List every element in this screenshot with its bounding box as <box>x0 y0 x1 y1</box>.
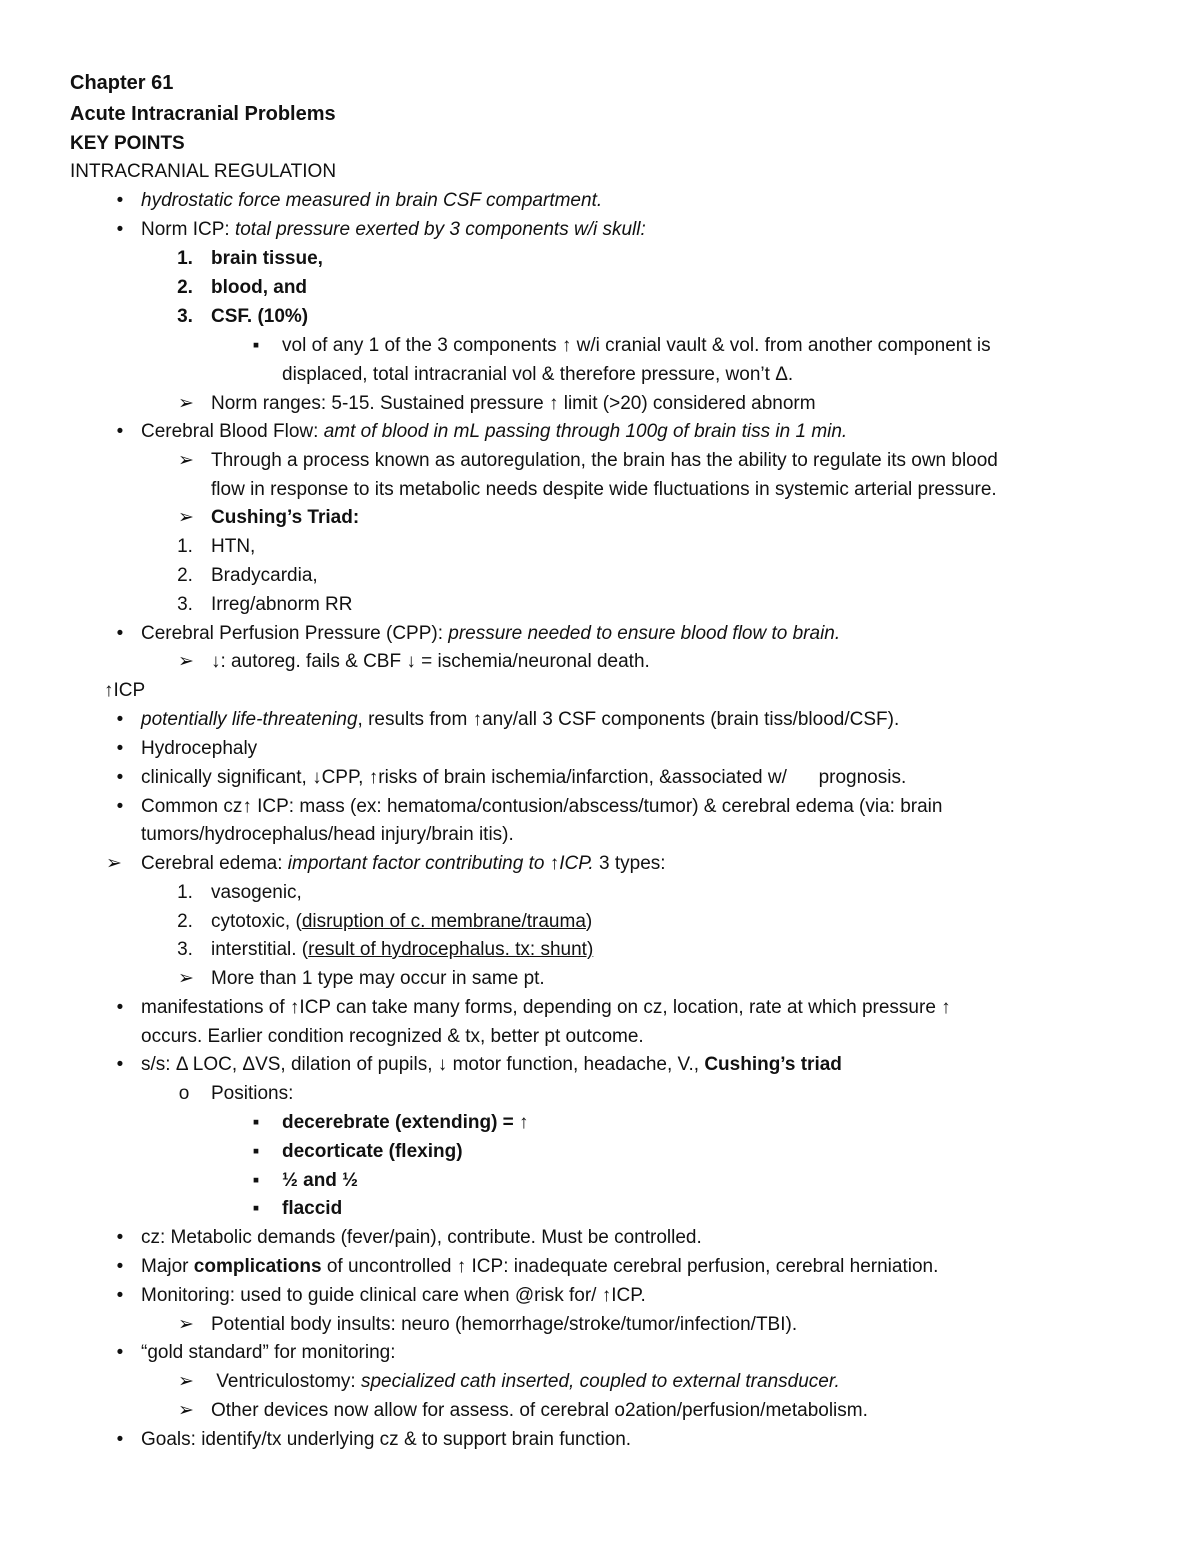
number-marker: 1. <box>177 248 193 269</box>
list-item: 3. CSF. (10%) <box>0 302 1200 331</box>
list-item: 2. cytotoxic, (disruption of c. membrane/trauma) <box>0 907 1200 936</box>
bullet-marker: • <box>116 1342 124 1363</box>
square-bullet-marker: ▪ <box>252 1198 260 1219</box>
list-item: ➢ More than 1 type may occur in same pt. <box>0 964 1200 993</box>
list-item: • Norm ICP: total pressure exerted by 3 components w/i skull: <box>0 215 1200 244</box>
number-marker: 1. <box>177 536 193 557</box>
bullet-marker: • <box>116 1227 124 1248</box>
list-item: 1. HTN, <box>0 532 1200 561</box>
list-item: • Hydrocephaly <box>0 734 1200 763</box>
arrow-bullet-marker: ➢ <box>178 1314 194 1335</box>
bullet-marker: • <box>116 767 124 788</box>
list-item: • clinically significant, ↓CPP, ↑risks of brain ischemia/infarction, &associated w/ prognosis. <box>0 763 1200 792</box>
arrow-bullet-marker: ➢ <box>178 507 194 528</box>
list-item: • Goals: identify/tx underlying cz & to support brain function. <box>0 1425 1200 1454</box>
list-item: ➢ Cushing’s Triad: <box>0 503 1200 532</box>
list-item: ▪ decerebrate (extending) = ↑ <box>0 1108 1200 1137</box>
bullet-marker: • <box>116 219 124 240</box>
list-item: • Common cz↑ ICP: mass (ex: hematoma/contusion/abscess/tumor) & cerebral edema (via: brain <box>0 792 1200 821</box>
list-item: 1. brain tissue, <box>0 244 1200 273</box>
list-item: • s/s: Δ LOC, ΔVS, dilation of pupils, ↓ motor function, headache, V., Cushing’s triad <box>0 1050 1200 1079</box>
list-item: 2. Bradycardia, <box>0 561 1200 590</box>
number-marker: 1. <box>177 882 193 903</box>
list-item: ➢ Norm ranges: 5-15. Sustained pressure ↑ limit (>20) considered abnorm <box>0 389 1200 418</box>
list-item-continuation: tumors/hydrocephalus/head injury/brain itis). <box>141 824 514 845</box>
list-item: • Cerebral Perfusion Pressure (CPP): pressure needed to ensure blood flow to brain. <box>0 619 1200 648</box>
bullet-marker: • <box>116 1285 124 1306</box>
page-title: Acute Intracranial Problems <box>70 103 336 125</box>
bullet-marker: • <box>116 738 124 759</box>
bullet-marker: • <box>116 190 124 211</box>
list-item: • Major complications of uncontrolled ↑ ICP: inadequate cerebral perfusion, cerebral herniation. <box>0 1252 1200 1281</box>
list-item-continuation: displaced, total intracranial vol & therefore pressure, won’t Δ. <box>282 364 794 385</box>
number-marker: 3. <box>177 939 193 960</box>
number-marker: 3. <box>177 594 193 615</box>
arrow-bullet-marker: ➢ <box>178 1400 194 1421</box>
section-heading-intracranial-regulation: INTRACRANIAL REGULATION <box>70 161 337 182</box>
list-item: ➢ Through a process known as autoregulation, the brain has the ability to regulate its own blood <box>0 446 1200 475</box>
list-item: ▪ flaccid <box>0 1194 1200 1223</box>
list-item: 2. blood, and <box>0 273 1200 302</box>
bullet-marker: • <box>116 1256 124 1277</box>
square-bullet-marker: ▪ <box>252 1112 260 1133</box>
bullet-marker: • <box>116 709 124 730</box>
list-item: ➢ Potential body insults: neuro (hemorrhage/stroke/tumor/infection/TBI). <box>0 1310 1200 1339</box>
list-item: • “gold standard” for monitoring: <box>0 1338 1200 1367</box>
list-item: 3. interstitial. (result of hydrocephalus. tx: shunt) <box>0 935 1200 964</box>
arrow-bullet-marker: ➢ <box>178 651 194 672</box>
square-bullet-marker: ▪ <box>252 1170 260 1191</box>
arrow-bullet-marker: ➢ <box>178 1371 194 1392</box>
list-item: • potentially life-threatening, results from ↑any/all 3 CSF components (brain tiss/blood/CSF). <box>0 705 1200 734</box>
key-points-heading: KEY POINTS <box>70 133 185 154</box>
section-heading-icp: ↑ICP <box>104 680 146 701</box>
list-item: ▪ ½ and ½ <box>0 1166 1200 1195</box>
bullet-marker: • <box>116 1429 124 1450</box>
list-item: • cz: Metabolic demands (fever/pain), contribute. Must be controlled. <box>0 1223 1200 1252</box>
arrow-bullet-marker: ➢ <box>106 853 122 874</box>
list-item: • hydrostatic force measured in brain CSF compartment. <box>0 186 1200 215</box>
arrow-bullet-marker: ➢ <box>178 968 194 989</box>
bullet-marker: • <box>116 421 124 442</box>
bullet-marker: • <box>116 623 124 644</box>
list-item: ➢ ↓: autoreg. fails & CBF ↓ = ischemia/neuronal death. <box>0 647 1200 676</box>
list-item: 1. vasogenic, <box>0 878 1200 907</box>
list-item: • Cerebral Blood Flow: amt of blood in mL passing through 100g of brain tiss in 1 min. <box>0 417 1200 446</box>
square-bullet-marker: ▪ <box>252 1141 260 1162</box>
number-marker: 2. <box>177 277 193 298</box>
list-item: ➢ Ventriculostomy: specialized cath inserted, coupled to external transducer. <box>0 1367 1200 1396</box>
list-item: ▪ decorticate (flexing) <box>0 1137 1200 1166</box>
arrow-bullet-marker: ➢ <box>178 450 194 471</box>
list-item: ➢ Other devices now allow for assess. of cerebral o2ation/perfusion/metabolism. <box>0 1396 1200 1425</box>
chapter-heading: Chapter 61 <box>70 72 174 94</box>
list-item: 3. Irreg/abnorm RR <box>0 590 1200 619</box>
list-item-continuation: occurs. Earlier condition recognized & tx, better pt outcome. <box>141 1026 644 1047</box>
square-bullet-marker: ▪ <box>252 335 260 356</box>
arrow-bullet-marker: ➢ <box>178 393 194 414</box>
number-marker: 2. <box>177 911 193 932</box>
number-marker: 2. <box>177 565 193 586</box>
bullet-marker: • <box>116 796 124 817</box>
list-item: o Positions: <box>0 1079 1200 1108</box>
list-item: ➢ Cerebral edema: important factor contributing to ↑ICP. 3 types: <box>0 849 1200 878</box>
circle-bullet-marker: o <box>178 1083 190 1104</box>
bullet-marker: • <box>116 1054 124 1075</box>
list-item: • Monitoring: used to guide clinical care when @risk for/ ↑ICP. <box>0 1281 1200 1310</box>
bullet-marker: • <box>116 997 124 1018</box>
list-item-continuation: flow in response to its metabolic needs despite wide fluctuations in systemic arterial pressure. <box>211 479 997 500</box>
list-item: • manifestations of ↑ICP can take many forms, depending on cz, location, rate at which pressure ↑ <box>0 993 1200 1022</box>
list-item: ▪ vol of any 1 of the 3 components ↑ w/i cranial vault & vol. from another component is <box>0 331 1200 360</box>
number-marker: 3. <box>177 306 193 327</box>
